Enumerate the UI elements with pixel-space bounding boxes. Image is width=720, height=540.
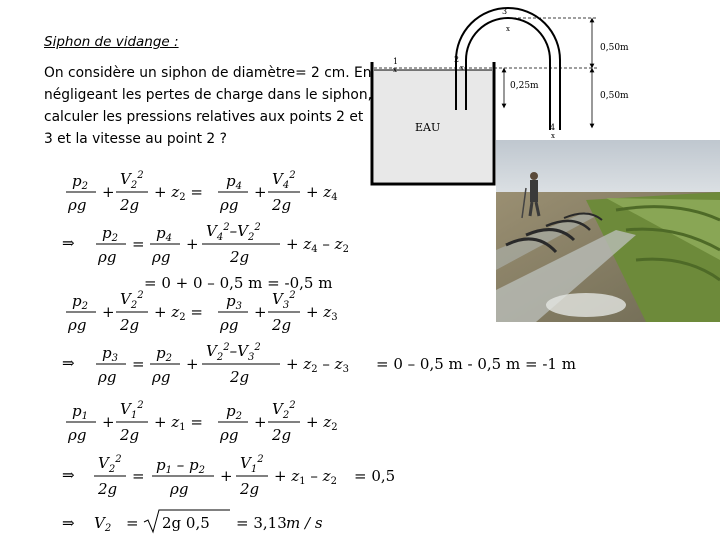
point-1-marker: x bbox=[393, 66, 397, 74]
svg-text:+: + bbox=[102, 303, 115, 321]
svg-text:ρg: ρg bbox=[68, 426, 87, 444]
point-3-marker: x bbox=[506, 25, 510, 33]
svg-text:⇒: ⇒ bbox=[62, 354, 75, 372]
equation-p2 bbox=[62, 222, 349, 266]
equation-v2-squared bbox=[62, 454, 395, 498]
svg-text:+: + bbox=[254, 413, 267, 431]
dim-middle-label: 0,25m bbox=[510, 81, 539, 91]
svg-text:V22: $V_2^2$ bbox=[98, 454, 122, 475]
svg-text:p2: $p_2$ bbox=[156, 344, 172, 364]
svg-text:p1: $p_1$ bbox=[72, 402, 88, 422]
svg-text:+ z2 =: + $z_2$ = bbox=[154, 183, 203, 203]
svg-text:ρg: ρg bbox=[98, 248, 117, 266]
svg-text:p3: $p_3$ bbox=[102, 344, 118, 364]
svg-text:p2: $p_2$ bbox=[72, 292, 88, 312]
svg-text:+: + bbox=[186, 235, 199, 253]
svg-text:+: + bbox=[254, 303, 267, 321]
svg-text:2g: 2g bbox=[272, 426, 292, 444]
svg-text:+: + bbox=[254, 183, 267, 201]
svg-text:+ z2 – z3: + $z_2 - z_3$ bbox=[286, 355, 349, 375]
svg-text:2g: 2g bbox=[240, 480, 260, 498]
svg-text:=: = bbox=[132, 467, 145, 485]
point-1-label: 1 bbox=[393, 57, 399, 66]
point-4-label: 4 bbox=[550, 123, 556, 132]
svg-text:V22: $V_2^2$ bbox=[272, 400, 296, 421]
equation-bernoulli-2-3 bbox=[66, 290, 338, 334]
svg-text:+ z2 =: + $z_2$ = bbox=[154, 303, 203, 323]
equation-bernoulli-1-2 bbox=[66, 400, 338, 444]
equation-v2-result: = 3,13 bbox=[236, 514, 287, 532]
svg-text:+ z1 =: + $z_1$ = bbox=[154, 413, 203, 433]
svg-text:p4: $p_4$ bbox=[226, 172, 242, 192]
water-label: EAU bbox=[415, 121, 441, 134]
svg-text:V42: $V_4^2$ bbox=[272, 170, 296, 191]
svg-text:+: + bbox=[220, 467, 233, 485]
svg-text:ρg: ρg bbox=[170, 480, 189, 498]
equation-v2-squared-result: = 0,5 bbox=[354, 467, 396, 485]
svg-text:ρg: ρg bbox=[220, 426, 239, 444]
svg-text:=: = bbox=[132, 355, 145, 373]
equation-p2-result: = 0 + 0 – 0,5 m = -0,5 m bbox=[144, 274, 333, 292]
point-3-label: 3 bbox=[502, 7, 508, 16]
equations-block bbox=[58, 168, 658, 540]
svg-text:p2: $p_2$ bbox=[226, 402, 242, 422]
svg-text:2g: 2g bbox=[120, 316, 140, 334]
svg-text:ρg: ρg bbox=[220, 316, 239, 334]
svg-text:p1 – p2: $p_1 - p_2$ bbox=[156, 456, 205, 476]
svg-text:+ z2: + $z_2$ bbox=[306, 413, 338, 433]
point-2-label: 2 bbox=[454, 55, 460, 64]
equation-v2 bbox=[62, 510, 323, 534]
svg-text:2g: 2g bbox=[230, 248, 250, 266]
svg-text:+: + bbox=[102, 183, 115, 201]
svg-text:V42–V22: $V_4^2-V_2^2$ bbox=[206, 222, 261, 243]
svg-text:+ z3: + $z_3$ bbox=[306, 303, 338, 323]
svg-text:=: = bbox=[126, 514, 139, 532]
svg-text:ρg: ρg bbox=[98, 368, 117, 386]
point-4-marker: x bbox=[551, 132, 555, 140]
equation-v2-units: m / s bbox=[286, 514, 323, 532]
svg-text:V12: $V_1^2$ bbox=[120, 400, 144, 421]
svg-text:ρg: ρg bbox=[152, 248, 171, 266]
svg-text:V22–V32: $V_2^2-V_3^2$ bbox=[206, 342, 261, 363]
svg-text:=: = bbox=[132, 235, 145, 253]
svg-text:⇒: ⇒ bbox=[62, 234, 75, 252]
equation-v2-radicand: 2g 0,5 bbox=[162, 514, 210, 532]
svg-text:V22: $V_2^2$ bbox=[120, 290, 144, 311]
equation-p3-result: = 0 – 0,5 m - 0,5 m = -1 m bbox=[376, 355, 576, 373]
svg-text:V32: $V_3^2$ bbox=[272, 290, 296, 311]
svg-text:+: + bbox=[102, 413, 115, 431]
svg-text:2g: 2g bbox=[272, 196, 292, 214]
exercise-question: On considère un siphon de diamètre= 2 cm. En négligeant les pertes de charge dans le siphon, calculer les pressions relatives aux points 2 et 3 et la vitesse au point 2 ? bbox=[44, 65, 372, 147]
svg-text:p2: $p_2$ bbox=[72, 172, 88, 192]
equation-bernoulli-2-4 bbox=[66, 170, 338, 214]
svg-text:2g: 2g bbox=[120, 426, 140, 444]
svg-text:2g: 2g bbox=[98, 480, 118, 498]
equation-p3 bbox=[62, 342, 576, 386]
dim-top-label: 0,50m bbox=[600, 43, 629, 53]
svg-text:ρg: ρg bbox=[152, 368, 171, 386]
svg-text:2g: 2g bbox=[120, 196, 140, 214]
svg-text:⇒: ⇒ bbox=[62, 466, 75, 484]
svg-text:p2: $p_2$ bbox=[102, 224, 118, 244]
svg-text:2g: 2g bbox=[230, 368, 250, 386]
svg-text:ρg: ρg bbox=[68, 196, 87, 214]
svg-text:p4: $p_4$ bbox=[156, 224, 172, 244]
dim-bottom-label: 0,50m bbox=[600, 91, 629, 101]
svg-text:+: + bbox=[186, 355, 199, 373]
svg-text:ρg: ρg bbox=[68, 316, 87, 334]
svg-text:⇒: ⇒ bbox=[62, 514, 75, 532]
exercise-title: Siphon de vidange : bbox=[44, 34, 179, 50]
point-2-marker: x bbox=[460, 64, 464, 72]
svg-text:2g: 2g bbox=[272, 316, 292, 334]
svg-text:ρg: ρg bbox=[220, 196, 239, 214]
svg-text:+ z4: + $z_4$ bbox=[306, 183, 338, 203]
v2-symbol: $V_2$ bbox=[94, 514, 112, 534]
svg-text:+ z4 – z2: + $z_4 - z_2$ bbox=[286, 235, 349, 255]
svg-text:+ z1 – z2: + $z_1 - z_2$ bbox=[274, 467, 337, 487]
svg-text:V22: $V_2^2$ bbox=[120, 170, 144, 191]
svg-text:V12: $V_1^2$ bbox=[240, 454, 264, 475]
svg-text:p3: $p_3$ bbox=[226, 292, 242, 312]
